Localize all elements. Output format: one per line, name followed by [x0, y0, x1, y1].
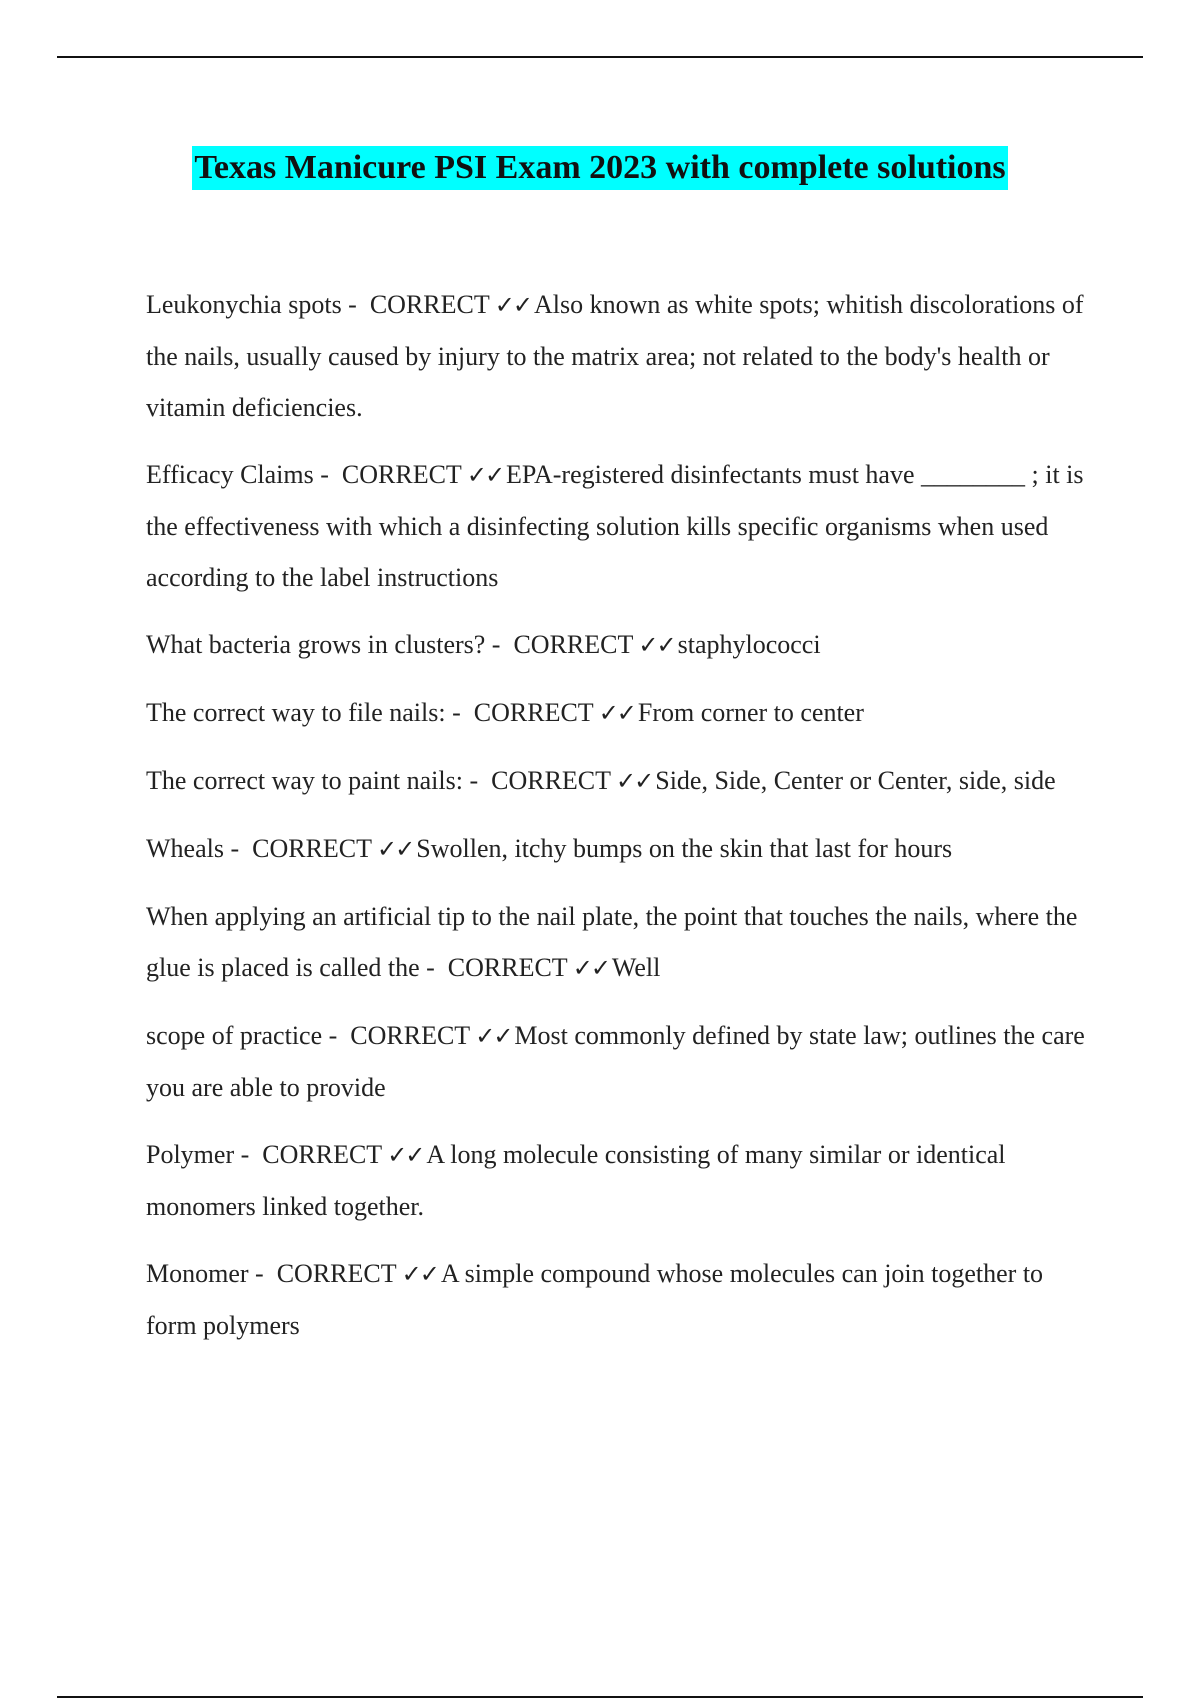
question-text: Leukonychia spots -	[146, 290, 357, 319]
qa-entry	[146, 1129, 1096, 1232]
double-check-icon: ✓✓	[466, 461, 504, 489]
correct-label: CORRECT	[350, 1021, 471, 1050]
qa-entry	[146, 1010, 1096, 1113]
question-text: The correct way to paint nails: -	[146, 766, 479, 795]
answer-text: Well	[611, 953, 661, 982]
double-check-icon: ✓✓	[572, 954, 609, 982]
correct-label: CORRECT	[513, 630, 634, 659]
correct-label: CORRECT	[491, 766, 612, 795]
answer-text: A simple compound whose molecules can join together to form polymers	[146, 1259, 1044, 1340]
correct-label: CORRECT	[473, 698, 594, 727]
qa-list	[146, 279, 1096, 1367]
correct-label: CORRECT	[252, 834, 373, 863]
title-container	[0, 146, 1200, 190]
question-text: Wheals -	[146, 834, 240, 863]
correct-label: CORRECT	[262, 1140, 383, 1169]
correct-label: CORRECT	[369, 290, 490, 319]
question-text: What bacteria grows in clusters? -	[146, 630, 501, 659]
top-rule	[57, 56, 1143, 58]
qa-entry	[146, 755, 1096, 807]
document-title: Texas Manicure PSI Exam 2023 with complete solutions	[192, 146, 1007, 190]
qa-entry	[146, 279, 1096, 433]
answer-text: staphylococci	[677, 630, 821, 659]
qa-entry	[146, 891, 1096, 994]
correct-label: CORRECT	[276, 1259, 397, 1288]
question-text: Efficacy Claims -	[146, 460, 329, 489]
double-check-icon: ✓✓	[377, 835, 414, 863]
answer-text: Also known as white spots; whitish discolorations of the nails, usually caused by injury to the matrix area; not related to the body's health or vitamin deficiencies.	[146, 290, 1084, 422]
answer-text: Most commonly defined by state law; outlines the care you are able to provide	[146, 1021, 1085, 1102]
question-text: The correct way to file nails: -	[146, 698, 461, 727]
double-check-icon: ✓✓	[401, 1260, 438, 1288]
answer-text: A long molecule consisting of many similar or identical monomers linked together.	[146, 1140, 1006, 1221]
question-text: Polymer -	[146, 1140, 250, 1169]
correct-label: CORRECT	[341, 460, 462, 489]
qa-entry	[146, 823, 1096, 875]
double-check-icon: ✓✓	[598, 699, 635, 727]
question-text: When applying an artificial tip to the nail plate, the point that touches the nails, where the glue is placed is called the -	[146, 902, 1078, 982]
qa-entry	[146, 687, 1096, 739]
answer-text: Swollen, itchy bumps on the skin that last for hours	[416, 834, 953, 863]
question-text: Monomer -	[146, 1259, 264, 1288]
bottom-rule	[57, 1696, 1143, 1698]
double-check-icon: ✓✓	[494, 291, 531, 319]
double-check-icon: ✓✓	[638, 631, 675, 659]
qa-entry	[146, 449, 1096, 603]
answer-text: From corner to center	[637, 698, 864, 727]
question-text: scope of practice -	[146, 1021, 338, 1050]
qa-entry	[146, 619, 1096, 671]
answer-text: Side, Side, Center or Center, side, side	[655, 766, 1056, 795]
answer-text: EPA-registered disinfectants must have ________ ; it is the effectiveness with which a disinfecting solution kills specific organisms when used according to the label instructions	[146, 460, 1084, 592]
qa-entry	[146, 1248, 1096, 1351]
double-check-icon: ✓✓	[387, 1141, 424, 1169]
correct-label: CORRECT	[447, 953, 568, 982]
double-check-icon: ✓✓	[616, 767, 653, 795]
double-check-icon: ✓✓	[475, 1022, 512, 1050]
